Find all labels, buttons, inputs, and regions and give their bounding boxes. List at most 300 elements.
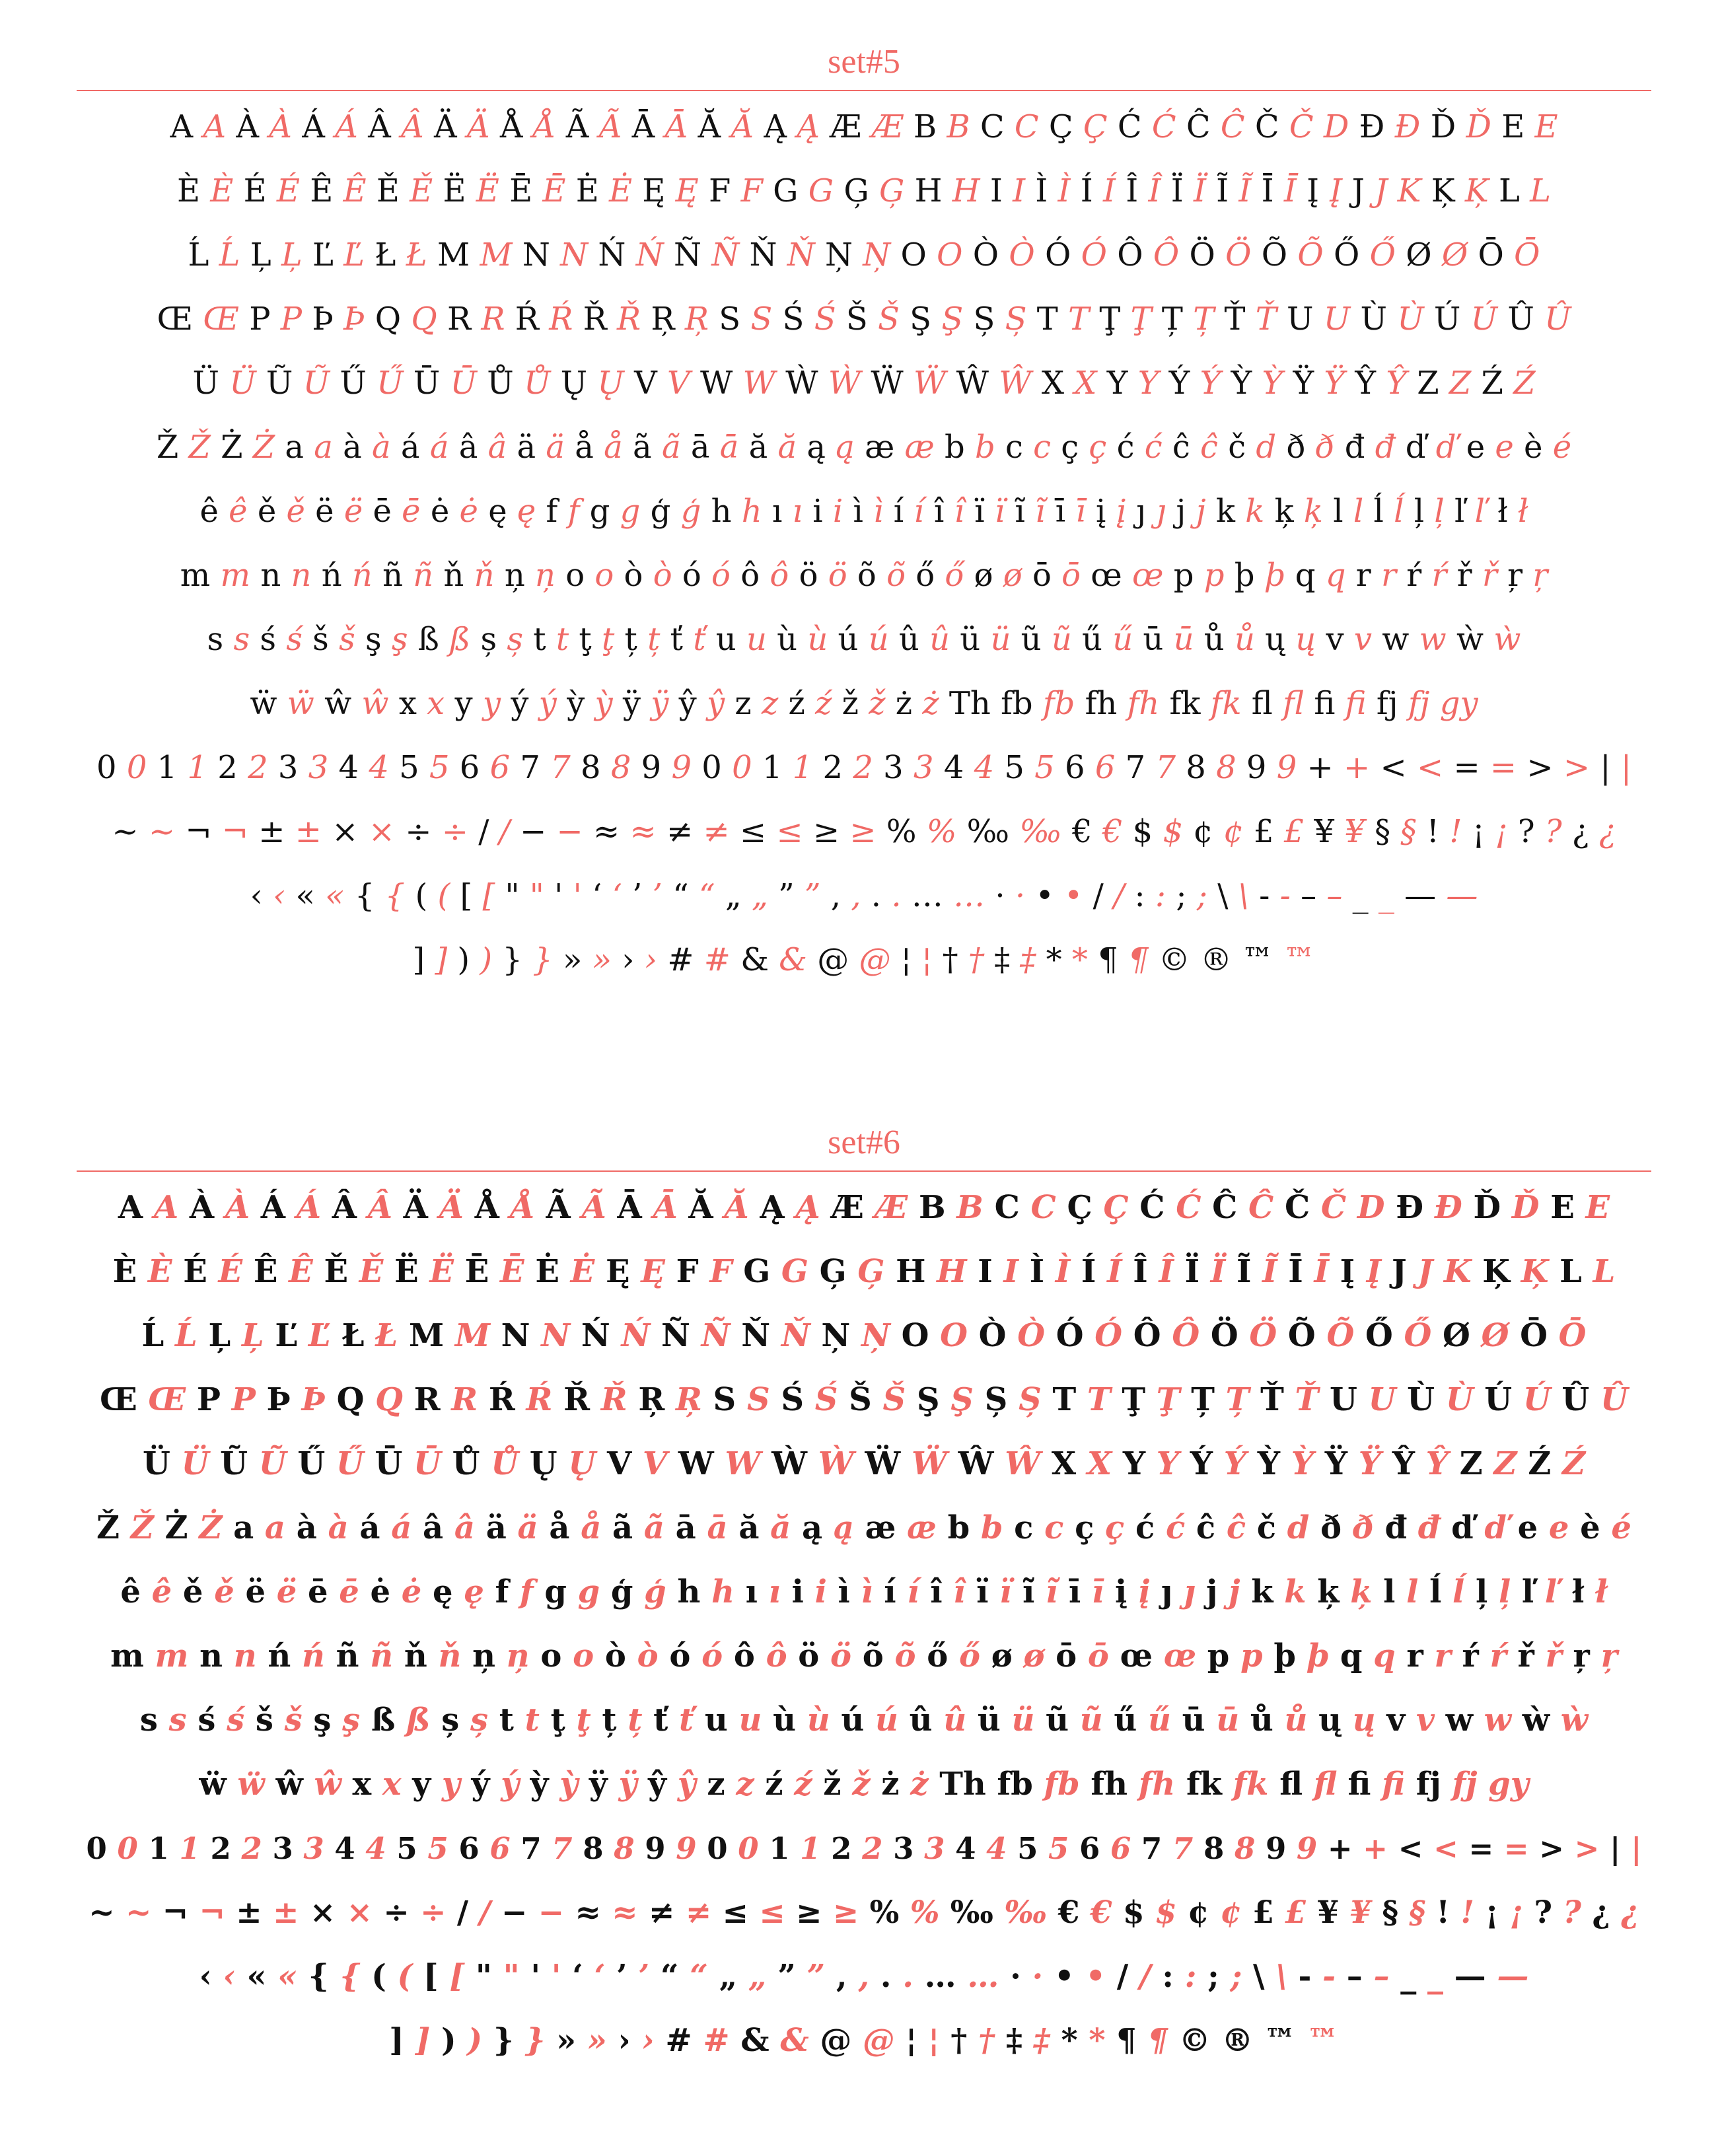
italic-glyph: ÷ [420, 1894, 447, 1931]
roman-glyph: Ť [1224, 301, 1246, 338]
roman-glyph: Ò [978, 1317, 1007, 1354]
roman-glyph: ŷ [678, 685, 697, 722]
italic-glyph: / [1114, 877, 1125, 914]
roman-glyph: ẅ [250, 685, 277, 722]
italic-glyph: ™ [1307, 2022, 1339, 2059]
italic-glyph: Ẅ [914, 365, 947, 402]
roman-glyph: fh [1085, 685, 1118, 722]
italic-glyph: ż [922, 685, 939, 722]
roman-glyph: æ [865, 429, 895, 466]
italic-glyph: < [1433, 1831, 1458, 1866]
italic-glyph: ≥ [849, 813, 877, 850]
roman-glyph: ð [1286, 429, 1306, 466]
roman-glyph: 8 [1203, 1831, 1225, 1866]
roman-glyph: : [1134, 877, 1145, 914]
glyph-row [77, 1560, 1651, 1624]
italic-glyph: E [1585, 1189, 1610, 1226]
italic-glyph: ï [999, 1573, 1012, 1610]
roman-glyph: 2 [831, 1831, 852, 1866]
roman-glyph: Ŵ [956, 365, 989, 402]
roman-glyph: Ë [394, 1253, 419, 1290]
roman-glyph: Õ [1287, 1317, 1316, 1354]
roman-glyph: Ď [1430, 108, 1456, 145]
italic-glyph: ù [807, 621, 828, 658]
roman-glyph: Þ [266, 1381, 291, 1418]
roman-glyph: # [665, 2022, 692, 2059]
italic-glyph: ȷ [1156, 493, 1166, 530]
glyph-set-5 [77, 34, 1651, 992]
roman-glyph: Č [1284, 1189, 1310, 1226]
roman-glyph: © [1158, 941, 1190, 978]
italic-glyph: ï [994, 493, 1005, 530]
roman-glyph: E [1550, 1189, 1575, 1226]
roman-glyph: Ė [535, 1253, 559, 1290]
roman-glyph: j [1176, 493, 1186, 530]
roman-glyph: ŵ [324, 685, 352, 722]
roman-glyph: 4 [955, 1831, 976, 1866]
italic-glyph: 0 [732, 749, 752, 786]
italic-glyph: > [1574, 1831, 1600, 1866]
roman-glyph: 3 [277, 749, 299, 786]
italic-glyph: fi [1345, 685, 1367, 722]
italic-glyph: ç [1089, 429, 1107, 466]
roman-glyph: 0 [86, 1831, 107, 1866]
italic-glyph: ã [661, 429, 681, 466]
roman-glyph: $ [1122, 1894, 1145, 1931]
italic-glyph: ļ [1498, 1573, 1511, 1610]
italic-glyph: ù [806, 1702, 830, 1739]
glyph-row [77, 415, 1651, 480]
roman-glyph: ß [371, 1702, 396, 1739]
italic-glyph: ŕ [1489, 1637, 1507, 1674]
roman-glyph: ¡ [1485, 1894, 1499, 1931]
italic-glyph: Ë [476, 172, 499, 209]
roman-glyph: N [522, 236, 550, 273]
roman-glyph: ń [268, 1637, 291, 1674]
italic-glyph: 0 [738, 1831, 759, 1866]
roman-glyph: Ę [605, 1253, 630, 1290]
italic-glyph: Ò [1009, 236, 1035, 273]
italic-glyph: Ź [1561, 1445, 1585, 1482]
roman-glyph: ® [1221, 2022, 1254, 2059]
italic-glyph: C [1014, 108, 1039, 145]
italic-glyph: ű [1148, 1702, 1171, 1739]
roman-glyph: Ũ [220, 1445, 248, 1482]
roman-glyph: Í [1081, 1253, 1096, 1290]
italic-glyph: X [1074, 365, 1097, 402]
italic-glyph: ž [869, 685, 886, 722]
italic-glyph: Þ [343, 301, 365, 338]
italic-glyph: $ [1163, 813, 1183, 850]
roman-glyph: Ÿ [1324, 1445, 1347, 1482]
roman-glyph: ü [977, 1702, 1001, 1739]
italic-glyph: 2 [248, 749, 268, 786]
italic-glyph: ) [480, 941, 493, 978]
italic-glyph: d [1287, 1509, 1310, 1546]
italic-glyph: ů [1284, 1702, 1308, 1739]
italic-glyph: ę [464, 1573, 484, 1610]
roman-glyph: × [332, 813, 359, 850]
roman-glyph: ‘ [592, 877, 602, 914]
italic-glyph: Ö [1225, 236, 1252, 273]
roman-glyph: S [713, 1381, 736, 1418]
italic-glyph: “ [699, 877, 715, 914]
roman-glyph: Ý [1168, 365, 1190, 402]
roman-glyph: ň [443, 557, 464, 594]
roman-glyph: Ņ [821, 1317, 851, 1354]
roman-glyph: o [540, 1637, 562, 1674]
italic-glyph: û [943, 1702, 967, 1739]
roman-glyph: Ü [192, 365, 219, 402]
italic-glyph: ¡ [1495, 813, 1508, 850]
italic-glyph: Ý [1223, 1445, 1247, 1482]
italic-glyph: Ĉ [1220, 108, 1245, 145]
italic-glyph: á [391, 1509, 412, 1546]
italic-glyph: 5 [1034, 749, 1055, 786]
set-title: set#5 [828, 43, 900, 81]
italic-glyph: ≈ [629, 813, 657, 850]
roman-glyph: Ĉ [1186, 108, 1211, 145]
italic-glyph: Â [367, 1189, 392, 1226]
italic-glyph: Ő [1404, 1317, 1432, 1354]
roman-glyph: − [501, 1894, 528, 1931]
roman-glyph: Ś [782, 301, 805, 338]
roman-glyph: Ñ [661, 1317, 690, 1354]
roman-glyph: ù [773, 1702, 797, 1739]
roman-glyph: Ŕ [515, 301, 539, 338]
italic-glyph: Ũ [303, 365, 330, 402]
italic-glyph: ÿ [651, 685, 669, 722]
italic-glyph: 9 [1296, 1831, 1318, 1866]
italic-glyph: Ń [635, 236, 664, 273]
italic-glyph: x [382, 1766, 402, 1803]
roman-glyph: a [285, 429, 304, 466]
italic-glyph: Ù [1397, 301, 1424, 338]
roman-glyph: + [1327, 1831, 1353, 1866]
roman-glyph: fk [1186, 1766, 1222, 1803]
roman-glyph: Ų [529, 1445, 557, 1482]
italic-glyph: − [556, 813, 583, 850]
italic-glyph: Ä [466, 108, 490, 145]
italic-glyph: ĺ [1394, 493, 1404, 530]
roman-glyph: ö [799, 557, 818, 594]
roman-glyph: î [933, 493, 945, 530]
roman-glyph: Ö [1210, 1317, 1238, 1354]
italic-glyph: Ā [664, 108, 688, 145]
roman-glyph: fl [1251, 685, 1273, 722]
italic-glyph: ķ [1350, 1573, 1373, 1610]
italic-glyph: i [832, 493, 843, 530]
italic-glyph: ¦ [928, 2022, 940, 2059]
roman-glyph: Ù [1407, 1381, 1435, 1418]
roman-glyph: Â [368, 108, 391, 145]
roman-glyph: f [546, 493, 558, 530]
italic-glyph: B [956, 1189, 984, 1226]
roman-glyph: … [924, 1958, 956, 1995]
italic-glyph: â [454, 1509, 475, 1546]
roman-glyph: 7 [520, 1831, 542, 1866]
roman-glyph: u [704, 1702, 728, 1739]
roman-glyph: Ä [403, 1189, 428, 1226]
roman-glyph: Ä [433, 108, 457, 145]
roman-glyph: ẅ [199, 1766, 227, 1803]
italic-glyph: Ő [1369, 236, 1396, 273]
roman-glyph: Ă [698, 108, 721, 145]
roman-glyph: Ç [1048, 108, 1073, 145]
roman-glyph: ¦ [905, 2022, 917, 2059]
italic-glyph: ü [990, 621, 1011, 658]
roman-glyph: • [1035, 877, 1054, 914]
roman-glyph: è [1524, 429, 1543, 466]
roman-glyph: ľ [1521, 1573, 1534, 1610]
italic-glyph: Ą [797, 108, 820, 145]
italic-glyph: ą [836, 429, 855, 466]
roman-glyph: ě [257, 493, 277, 530]
roman-glyph: ç [1075, 1509, 1094, 1546]
italic-glyph: ć [1144, 429, 1163, 466]
glyph-row [77, 480, 1651, 544]
italic-glyph: & [780, 2022, 809, 2059]
roman-glyph: Th [949, 685, 991, 722]
italic-glyph: Ẁ [818, 1445, 854, 1482]
roman-glyph: ķ [1317, 1573, 1340, 1610]
roman-glyph: v [1386, 1702, 1406, 1739]
italic-glyph: Į [1329, 172, 1342, 209]
roman-glyph: a [233, 1509, 254, 1546]
roman-glyph: ó [669, 1637, 691, 1674]
italic-glyph: â [487, 429, 507, 466]
roman-glyph: ŗ [1507, 557, 1523, 594]
italic-glyph: ţ [601, 621, 615, 658]
roman-glyph: ý [511, 685, 529, 722]
italic-glyph: ( [397, 1958, 413, 1995]
italic-glyph: o [573, 1637, 594, 1674]
italic-glyph: ă [777, 429, 797, 466]
italic-glyph: e [1495, 429, 1514, 466]
italic-glyph: Ļ [281, 236, 303, 273]
roman-glyph: ȷ [1161, 1573, 1173, 1610]
roman-glyph: l [1383, 1573, 1396, 1610]
italic-glyph: ą [833, 1509, 854, 1546]
roman-glyph: ì [853, 493, 863, 530]
italic-glyph: fb [1044, 1766, 1080, 1803]
roman-glyph: 8 [1186, 749, 1206, 786]
italic-glyph: ẅ [287, 685, 314, 722]
italic-glyph: c [1044, 1509, 1064, 1546]
roman-glyph: › [622, 941, 635, 978]
roman-glyph: Ĩ [1236, 1253, 1252, 1290]
italic-glyph: ģ [680, 493, 701, 530]
roman-glyph: ; [1207, 1958, 1219, 1995]
roman-glyph: ) [457, 941, 470, 978]
italic-glyph: Ŵ [1005, 1445, 1041, 1482]
italic-glyph: V [667, 365, 690, 402]
roman-glyph: Ỳ [1231, 365, 1252, 402]
roman-glyph: ő [927, 1637, 949, 1674]
roman-glyph: “ [672, 877, 689, 914]
italic-glyph: Ģ [857, 1253, 885, 1290]
roman-glyph: × [309, 1894, 336, 1931]
roman-glyph: ņ [472, 1637, 496, 1674]
roman-glyph: Ł [341, 1317, 365, 1354]
italic-glyph: é [1611, 1509, 1631, 1546]
italic-glyph: Ŷ [1425, 1445, 1449, 1482]
roman-glyph: h [711, 493, 732, 530]
roman-glyph: 3 [883, 749, 904, 786]
roman-glyph: 1 [769, 1831, 790, 1866]
roman-glyph: 4 [338, 749, 359, 786]
italic-glyph: ď [1484, 1509, 1507, 1546]
italic-glyph: — [1497, 1958, 1529, 1995]
roman-glyph: ũ [1021, 621, 1042, 658]
italic-glyph: − [538, 1894, 565, 1931]
italic-glyph: m [155, 1637, 189, 1674]
set-title: set#6 [828, 1124, 900, 1161]
italic-glyph: F [709, 1253, 733, 1290]
roman-glyph: q [1340, 1637, 1363, 1674]
roman-glyph: õ [857, 557, 877, 594]
roman-glyph: ģ [650, 493, 671, 530]
italic-glyph: ģ [644, 1573, 666, 1610]
roman-glyph: ỳ [530, 1766, 549, 1803]
roman-glyph: 5 [399, 749, 419, 786]
italic-glyph: K [1397, 172, 1421, 209]
roman-glyph: ī [1055, 493, 1066, 530]
roman-glyph: ŕ [1406, 557, 1422, 594]
italic-glyph: ý [501, 1766, 519, 1803]
roman-glyph: č [1228, 429, 1246, 466]
roman-glyph: fb [997, 1766, 1033, 1803]
italic-glyph: Û [1544, 301, 1571, 338]
italic-glyph: × [368, 813, 395, 850]
italic-glyph: ń [351, 557, 373, 594]
roman-glyph: R [447, 301, 472, 338]
italic-glyph: " [503, 1958, 520, 1995]
roman-glyph: î [930, 1573, 943, 1610]
italic-glyph: ų [1352, 1702, 1376, 1739]
italic-glyph: # [703, 941, 731, 978]
roman-glyph: ė [370, 1573, 391, 1610]
roman-glyph: P [249, 301, 271, 338]
roman-glyph: X [1041, 365, 1065, 402]
glyph-row [77, 2009, 1651, 2073]
roman-glyph: † [942, 941, 958, 978]
roman-glyph: ć [1135, 1509, 1155, 1546]
roman-glyph: Ý [1190, 1445, 1213, 1482]
italic-glyph: d [1256, 429, 1277, 466]
italic-glyph: Đ [1394, 108, 1421, 145]
italic-glyph: y [441, 1766, 460, 1803]
roman-glyph: ‹ [199, 1958, 212, 1995]
roman-glyph: Ň [749, 236, 777, 273]
italic-glyph: ¢ [1220, 1894, 1242, 1931]
roman-glyph: ł [1571, 1573, 1585, 1610]
italic-glyph: e [1548, 1509, 1569, 1546]
roman-glyph: X [1051, 1445, 1077, 1482]
italic-glyph: ß [406, 1702, 431, 1739]
roman-glyph: Þ [312, 301, 334, 338]
roman-glyph: ş [365, 621, 382, 658]
roman-glyph: ż [895, 685, 913, 722]
roman-glyph: e [1466, 429, 1486, 466]
italic-glyph: þ [1307, 1637, 1330, 1674]
italic-glyph: n [291, 557, 312, 594]
italic-glyph: ũ [1079, 1702, 1103, 1739]
italic-glyph: ė [401, 1573, 422, 1610]
roman-glyph: ï [974, 493, 985, 530]
italic-glyph: Ï [1210, 1253, 1226, 1290]
roman-glyph: É [243, 172, 267, 209]
italic-glyph: Ÿ [1324, 365, 1345, 402]
roman-glyph: Û [1561, 1381, 1590, 1418]
italic-glyph: / [1139, 1958, 1151, 1995]
italic-glyph: l [1406, 1573, 1419, 1610]
roman-glyph: v [1326, 621, 1344, 658]
italic-glyph: Â [401, 108, 424, 145]
italic-glyph: Ľ [343, 236, 365, 273]
roman-glyph: [ [460, 877, 473, 914]
roman-glyph: ‡ [1005, 2022, 1022, 2059]
roman-glyph: ’ [632, 877, 643, 914]
roman-glyph: x [352, 1766, 372, 1803]
roman-glyph: ő [915, 557, 935, 594]
italic-glyph: ë [276, 1573, 297, 1610]
roman-glyph: ( [415, 877, 428, 914]
italic-glyph: ň [474, 557, 495, 594]
italic-glyph: 1 [792, 749, 813, 786]
roman-glyph: T [1036, 301, 1058, 338]
italic-glyph: ß [449, 621, 471, 658]
italic-glyph: W [742, 365, 775, 402]
roman-glyph: Ģ [843, 172, 869, 209]
roman-glyph: Ņ [825, 236, 853, 273]
italic-glyph: < [1416, 749, 1444, 786]
roman-glyph: . [871, 877, 882, 914]
roman-glyph: Ŵ [958, 1445, 994, 1482]
italic-glyph: ť [679, 1702, 694, 1739]
italic-glyph: Ñ [711, 236, 740, 273]
roman-glyph: J [1351, 172, 1365, 209]
italic-glyph: q [1325, 557, 1346, 594]
roman-glyph: Ĺ [188, 236, 209, 273]
italic-glyph: G [781, 1253, 808, 1290]
roman-glyph: û [909, 1702, 933, 1739]
roman-glyph: e [1517, 1509, 1538, 1546]
italic-glyph: ô [770, 557, 789, 594]
italic-glyph: Ģ [878, 172, 905, 209]
italic-glyph: A [153, 1189, 179, 1226]
italic-glyph: v [1416, 1702, 1435, 1739]
roman-glyph: ą [806, 429, 826, 466]
roman-glyph: y [454, 685, 473, 722]
italic-glyph: ỳ [594, 685, 613, 722]
italic-glyph: Ł [375, 1317, 398, 1354]
italic-glyph: Ţ [1130, 301, 1152, 338]
italic-glyph: 8 [1234, 1831, 1256, 1866]
roman-glyph: ( [371, 1958, 386, 1995]
italic-glyph: Ť [1255, 301, 1277, 338]
italic-glyph: ő [945, 557, 964, 594]
italic-glyph: n [233, 1637, 257, 1674]
italic-glyph: ± [295, 813, 322, 850]
italic-glyph: ş [342, 1702, 361, 1739]
roman-glyph: ä [517, 429, 536, 466]
italic-glyph: ≠ [703, 813, 730, 850]
roman-glyph: ; [1176, 877, 1187, 914]
italic-glyph: t [524, 1702, 540, 1739]
roman-glyph: ≈ [575, 1894, 601, 1931]
roman-glyph: 7 [1125, 749, 1146, 786]
